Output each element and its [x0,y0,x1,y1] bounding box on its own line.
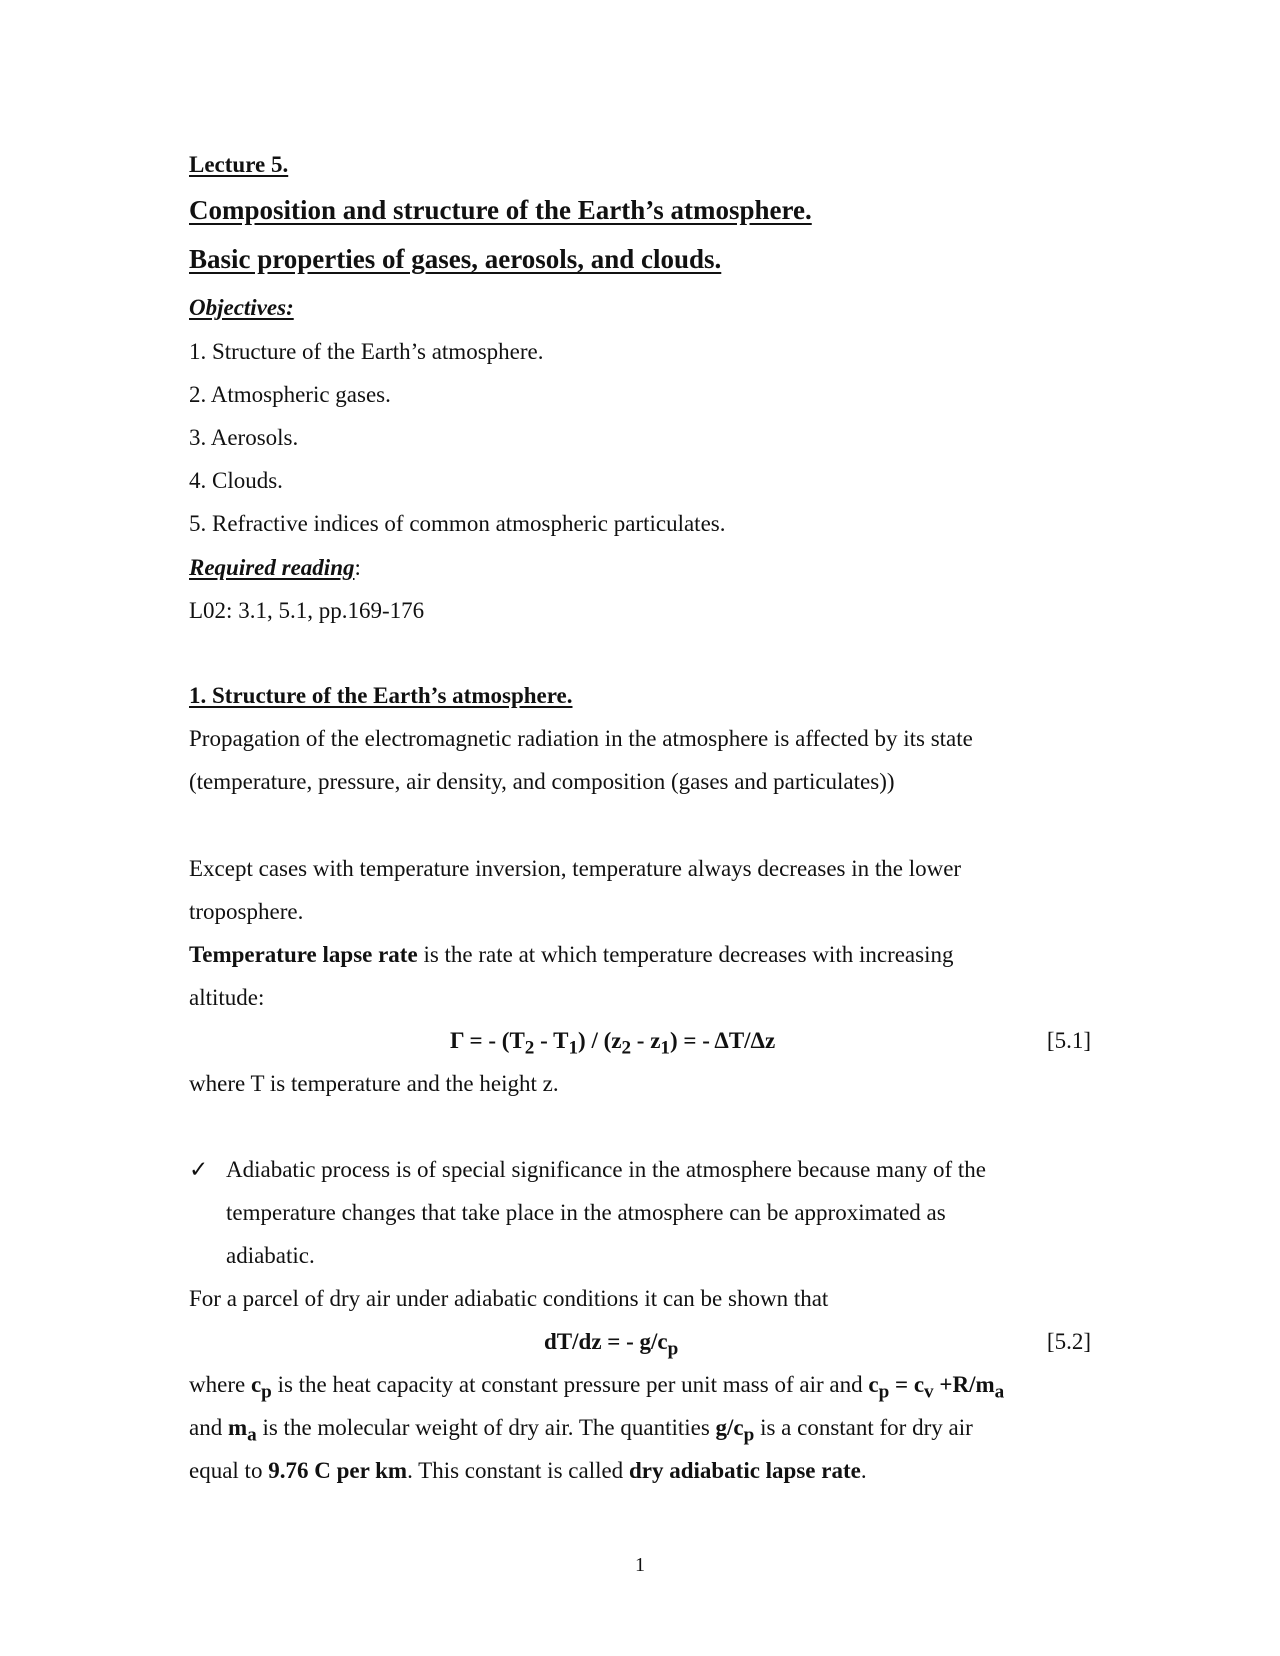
lapse-rate-term: Temperature lapse rate [189,942,418,967]
required-reading [189,553,361,583]
section-heading: 1. Structure of the Earth’s atmosphere. [189,683,573,708]
checkmark-icon: ✓ [189,1157,209,1182]
paragraph-line: Except cases with temperature inversion, temperature always decreases in the lower [189,856,962,881]
objectives-label: Objectives: [189,295,294,320]
objective-item: 1. Structure of the Earth’s atmosphere. [189,339,544,364]
paragraph-line: (temperature, pressure, air density, and composition (gases and particulates)) [189,769,895,794]
bullet-line: adiabatic. [226,1243,315,1268]
lapse-rate-definition [189,940,953,970]
bullet-line: temperature changes that take place in the atmosphere can be approximated as [226,1200,946,1225]
paragraph-line: Propagation of the electromagnetic radiation in the atmosphere is affected by its state [189,726,973,751]
equation-5-2: dT/dz = - $g/c_p$ [544,1329,679,1360]
required-reading-label: Required reading [189,555,355,580]
paragraph-line: altitude: [189,985,265,1010]
bullet-line: Adiabatic process is of special significance in the atmosphere because many of the [226,1157,986,1182]
objective-item: 4. Clouds. [189,468,283,493]
equation-number: [5.1] [1046,1028,1091,1053]
paragraph-line: where T is temperature and the height z. [189,1071,559,1096]
paragraph-line: equal to 9.76 C per km. This constant is called dry adiabatic lapse rate. [189,1458,867,1483]
paragraph-line: For a parcel of dry air under adiabatic conditions it can be shown that [189,1286,829,1311]
required-reading-colon: : [354,555,361,580]
paragraph-line: where $c_p$ is the heat capacity at constant pressure per unit mass of air and $c_p = c_v +R/m_a$ [189,1372,1005,1403]
page-number: 1 [635,1554,645,1576]
page-subtitle: Basic properties of gases, aerosols, and clouds. [189,244,722,274]
reading-reference: L02: 3.1, 5.1, pp.169-176 [189,598,425,623]
paragraph-line: and $m_a$ is the molecular weight of dry air. The quantities $g/c_p$ is a constant for dry air [189,1415,973,1446]
lapse-rate-text: is the rate at which temperature decreases with increasing [417,942,954,967]
equation-5-1: Γ = - $(T_2 - T_1) / (z_2 - z_1)$ = - ΔT/Δz [450,1028,776,1059]
paragraph-line: troposphere. [189,899,304,924]
objective-item: 5. Refractive indices of common atmospheric particulates. [189,511,726,536]
equation-number: [5.2] [1046,1329,1091,1354]
lecture-label: Lecture 5. [189,152,289,177]
objective-item: 3. Aerosols. [189,425,299,450]
objective-item: 2. Atmospheric gases. [189,382,391,407]
page-title: Composition and structure of the Earth’s atmosphere. [189,195,812,225]
